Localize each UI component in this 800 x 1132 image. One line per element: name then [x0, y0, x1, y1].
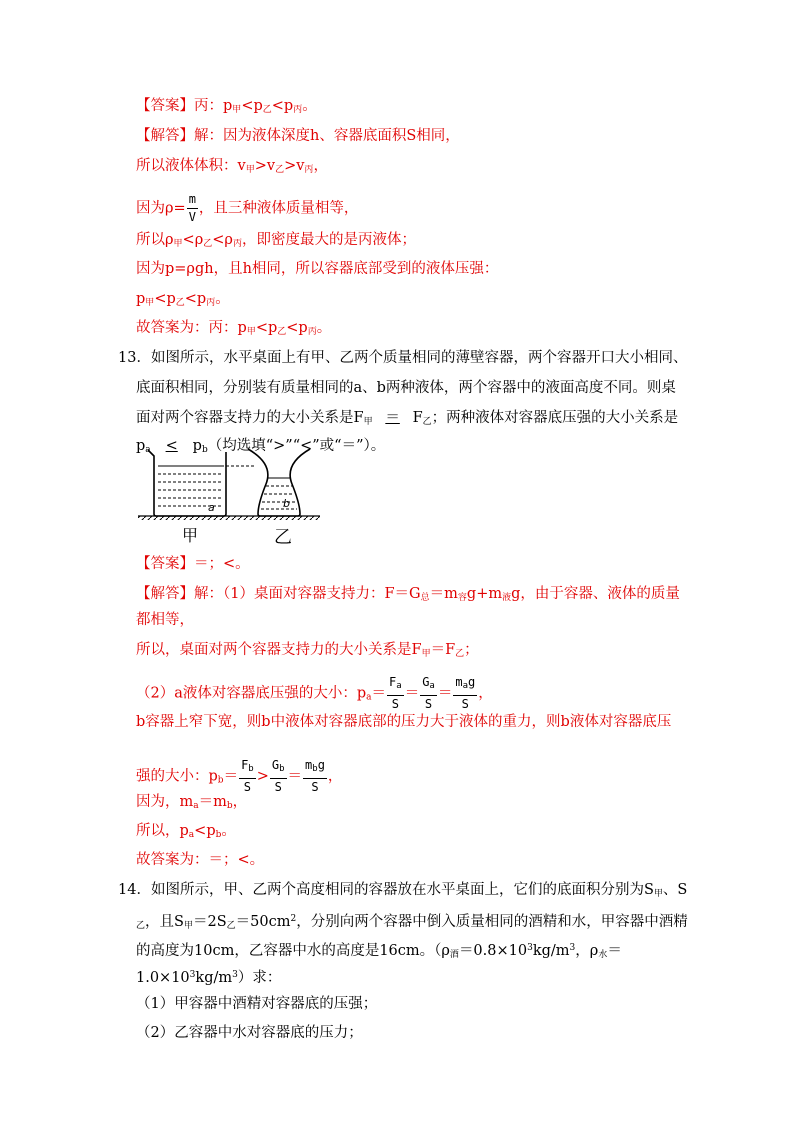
prev-solution-line-1: 【解答】解：因为液体深度h、容器底面积S相同， — [136, 128, 460, 144]
q13-line-2: 底面积相同，分别装有质量相同的a、b两种液体，两个容器中的液面高度不同。则桌 — [136, 380, 676, 396]
q13-solution-line-7: 因为，$m_a=m_b$， — [136, 794, 248, 811]
prev-solution-line-4: 所以$\rho_甲<\rho_乙<\rho_丙$，即密度最大的是丙液体； — [136, 232, 416, 249]
liquid-label-a: a — [208, 501, 215, 514]
q13-answer: 【答案】＝；<。 — [136, 556, 250, 572]
liquid-label-b: b — [283, 497, 290, 510]
q13-blank-1: ＝ — [385, 410, 400, 426]
q13-line-3: 面对两个容器支持力的大小关系是$F_甲 = F_乙$；两种液体对容器底压强的大小关系是 — [136, 410, 679, 427]
prev-solution-line-2: 所以液体体积：$v_甲>v_乙>v_丙$， — [136, 158, 328, 175]
q14-line-3: 的高度为10cm，乙容器中水的高度是16cm。（$\rho_酒=0.8\times 10^3kg/m^3$，$\rho_水=$ — [136, 943, 622, 960]
container-yi — [248, 449, 310, 516]
prev-solution-line-6: $p_甲<p_乙<p_丙$。 — [136, 291, 230, 308]
prev-solution-line-5: 因为p=ρgh，且h相同，所以容器底部受到的液体压强： — [136, 261, 499, 277]
answer-tag: 【答案】 — [136, 98, 194, 114]
fraction-ga-over-s: $\frac{G_a}{S}$ — [422, 675, 435, 711]
prev-answer-line: 【答案】丙：$p_甲<p_乙<p_丙$。 — [136, 98, 317, 115]
prev-solution-line-3: 因为ρ= $\frac{m}{V}$ ，且三种液体质量相等， — [136, 192, 359, 224]
q13-solution-line-2: 都相等， — [136, 612, 194, 628]
q14-line-2: $_乙$，且$S_甲=2S_乙=50cm^2$，分别向两个容器中倒入质量相同的酒精和水，甲容器中酒精 — [136, 914, 688, 931]
q14-line-4: $1.0\times 10^3kg/m^3$）求： — [136, 970, 282, 986]
density-fraction: $\frac{m}{V}$ — [188, 192, 196, 224]
container-jia — [148, 450, 226, 516]
caption-yi: 乙 — [274, 527, 292, 546]
q14-line-1: 14．如图所示，甲、乙两个高度相同的容器放在水平桌面上，它们的底面积分别为$S_甲$、S — [118, 882, 688, 899]
q13-solution-line-3: 所以，桌面对两个容器支持力的大小关系是$F_甲=F_乙$； — [136, 642, 479, 659]
q14-line-6: （2）乙容器中水对容器底的压力； — [136, 1025, 363, 1041]
q13-solution-line-8: 所以，$p_a<p_b$。 — [136, 823, 236, 840]
q14-line-5: （1）甲容器中酒精对容器底的压强； — [136, 996, 378, 1012]
q13-blank-2: < — [165, 438, 178, 454]
q13-solution-line-5: b容器上窄下宽，则b中液体对容器底部的压力大于液体的重力，则b液体对容器底压 — [136, 714, 672, 730]
fraction-gb-over-s: $\frac{G_b}{S}$ — [271, 758, 285, 794]
fraction-mag-over-s: $\frac{m_ag}{S}$ — [455, 675, 476, 711]
q13-figure — [138, 446, 324, 546]
q13-solution-line-1: 【解答】解：（1）桌面对容器支持力：$F=G_总=m_容g+m_液g$，由于容器、液体的质量 — [136, 586, 680, 603]
fraction-fa-over-s: $\frac{F_a}{S}$ — [389, 675, 402, 711]
caption-jia: 甲 — [182, 526, 199, 545]
solution-tag: 【解答】 — [136, 128, 194, 144]
prev-final-answer: 故答案为：丙：$p_甲<p_乙<p_丙$。 — [136, 320, 332, 337]
fraction-mbg-over-s: $\frac{m_bg}{S}$ — [305, 758, 325, 794]
q13-line-4: $p_a < p_b$（均选填“>”“<”或“＝”）。 — [136, 438, 386, 455]
q13-solution-line-4: （2）a液体对容器底压强的大小：$p_a=$ $\frac{F_a}{S}$ ＝ $\frac{G_a}{S}$ ＝ $\frac{m_ag}{S}$ ， — [136, 675, 493, 711]
q13-line-1: 13．如图所示，水平桌面上有甲、乙两个质量相同的薄壁容器，两个容器开口大小相同、 — [118, 350, 688, 366]
q13-final-answer: 故答案为：＝；<。 — [136, 852, 265, 868]
q13-solution-line-6: 强的大小：$p_b=$ $\frac{F_b}{S}$ > $\frac{G_b}{S}$ ＝ $\frac{m_bg}{S}$ ， — [136, 758, 343, 794]
fraction-fb-over-s: $\frac{F_b}{S}$ — [241, 758, 254, 794]
